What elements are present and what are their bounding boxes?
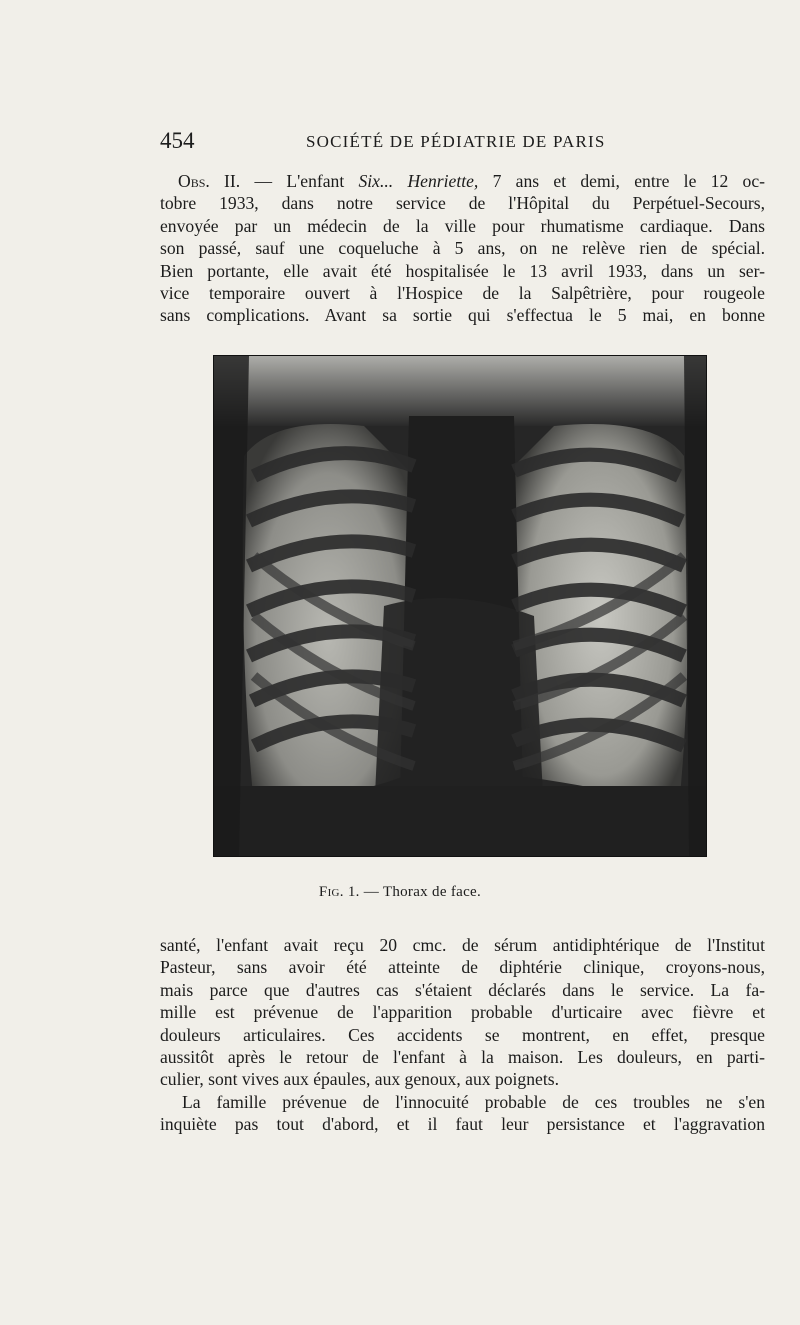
- text-line: culier, sont vives aux épaules, aux genoux, aux poignets.: [160, 1069, 559, 1090]
- text-line: Pasteur, sans avoir été atteinte de diphtérie clinique, croyons-nous,: [160, 957, 765, 978]
- text-line: vice temporaire ouvert à l'Hospice de la Salpêtrière, pour rougeole: [160, 283, 765, 304]
- running-title: SOCIÉTÉ DE PÉDIATRIE DE PARIS: [306, 132, 606, 151]
- paragraph-continuation: [160, 934, 765, 1136]
- text-line: santé, l'enfant avait reçu 20 cmc. de sérum antidiphtérique de l'Institut: [160, 935, 765, 955]
- text-line: son passé, sauf une coqueluche à 5 ans, on ne relève rien de spécial.: [160, 238, 765, 259]
- xray-figure: [213, 355, 707, 857]
- text-line: La famille prévenue de l'innocuité probable de ces troubles ne s'en: [182, 1091, 765, 1112]
- page-number: 454: [160, 128, 195, 153]
- obs-lead-tail: 7 ans et demi, entre le 12 oc-: [478, 171, 765, 191]
- chest-xray-image: [214, 356, 706, 856]
- obs-label: Obs. II.: [178, 171, 241, 191]
- figure-caption: [0, 884, 800, 901]
- text-line: tobre 1933, dans notre service de l'Hôpital du Perpétuel-Secours,: [160, 193, 765, 214]
- text-line: aussitôt après le retour de l'enfant à la maison. Les douleurs, en parti-: [160, 1047, 765, 1068]
- text-line: douleurs articulaires. Ces accidents se montrent, en effet, presque: [160, 1024, 765, 1045]
- text-line: mille est prévenue de l'apparition probable d'urticaire avec fièvre et: [160, 1002, 765, 1023]
- figure-label: Fig. 1.: [318, 884, 360, 900]
- figure-caption-text: — Thorax de face.: [359, 884, 482, 900]
- text-line: Bien portante, elle avait été hospitalisée le 13 avril 1933, dans un ser-: [160, 260, 765, 281]
- page-header: [160, 128, 780, 158]
- text-line: mais parce que d'autres cas s'étaient déclarés dans le service. La fa-: [160, 979, 765, 1000]
- patient-name: Six... Henriette,: [358, 171, 479, 191]
- text-line: sans complications. Avant sa sortie qui s'effectua le 5 mai, en bonne: [160, 305, 765, 326]
- text-line: envoyée par un médecin de la ville pour rhumatisme cardiaque. Dans: [160, 215, 765, 236]
- text-line: [160, 170, 765, 192]
- text-line: inquiète pas tout d'abord, et il faut leur persistance et l'aggravation: [160, 1114, 765, 1135]
- obs-lead: — L'enfant: [240, 171, 359, 191]
- paragraph-observation: [160, 170, 765, 327]
